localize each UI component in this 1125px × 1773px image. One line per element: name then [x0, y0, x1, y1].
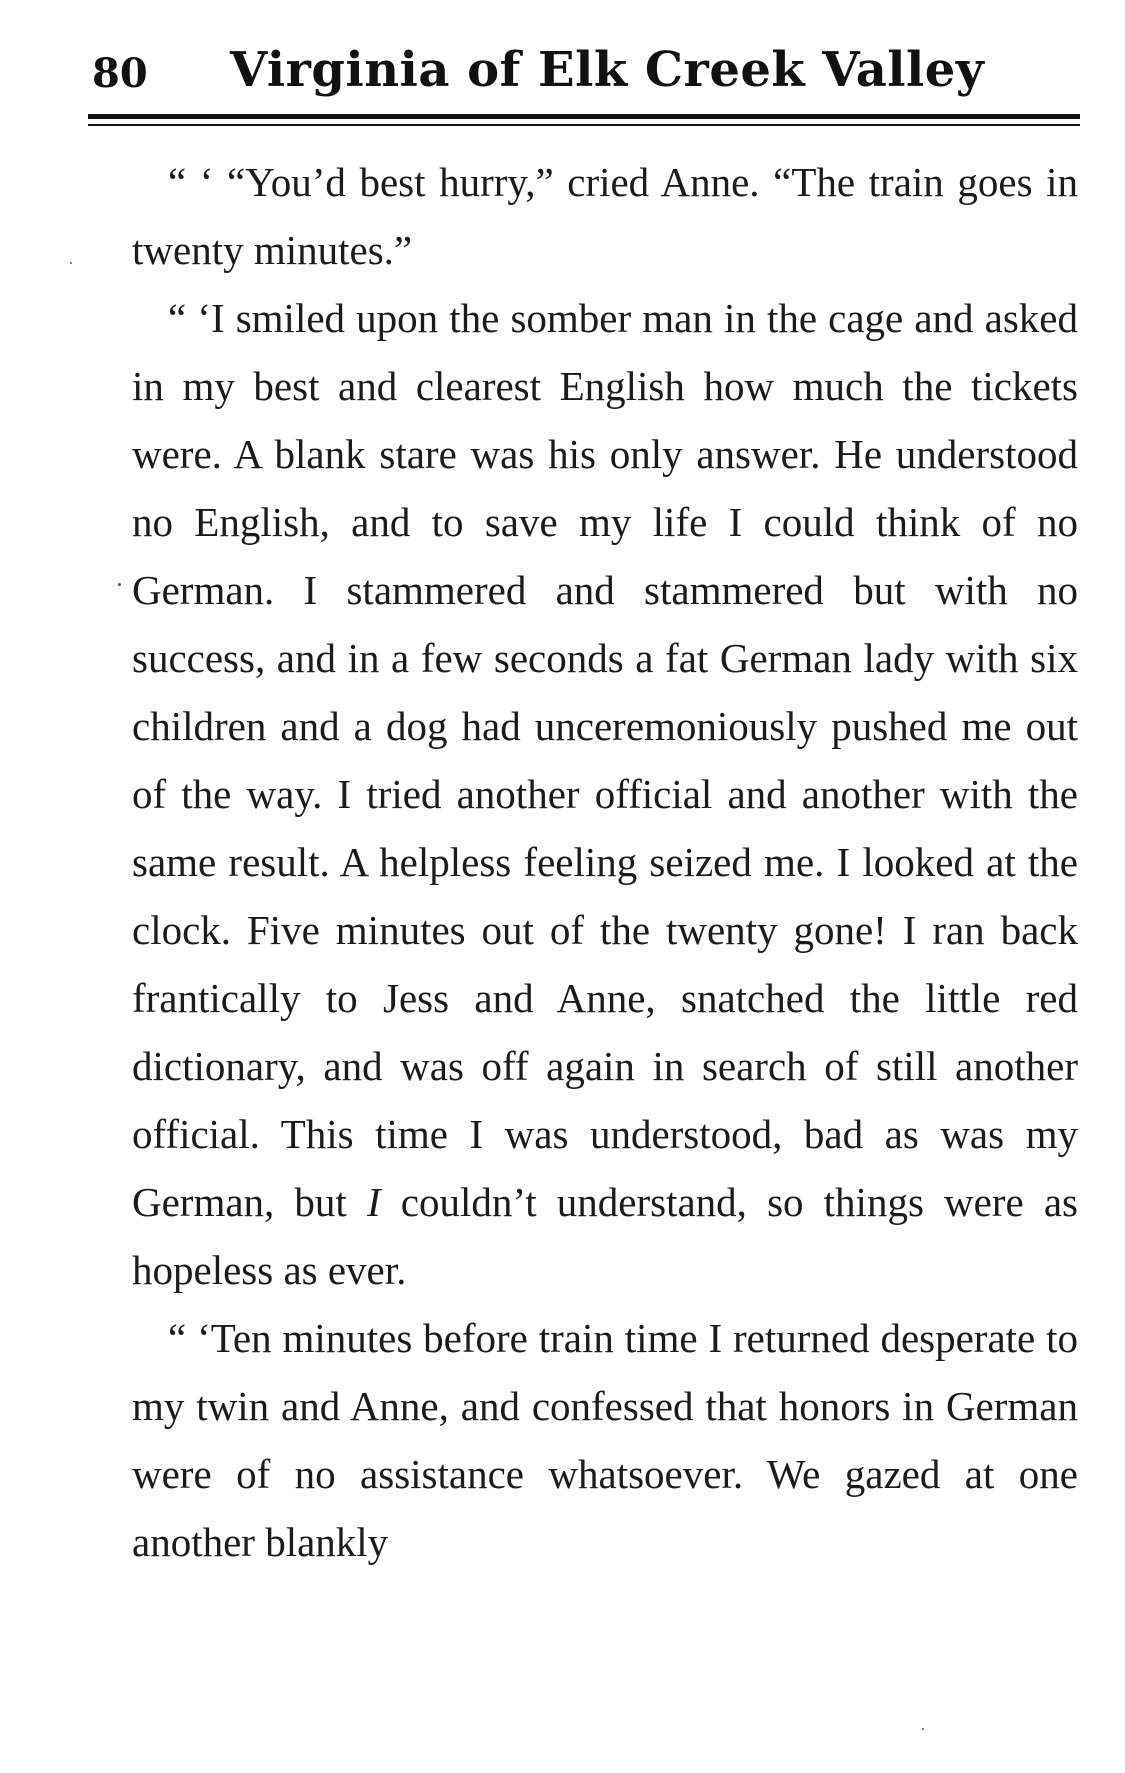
ink-speck	[70, 262, 72, 264]
paragraph-2	[132, 284, 1078, 1304]
paragraph-2-text-b: couldn’t understand, so things were as hopeless as ever.	[132, 1179, 1078, 1293]
header-rule-thin	[88, 124, 1080, 126]
ink-speck	[118, 583, 121, 586]
ink-speck	[922, 1728, 924, 1730]
paragraph-2-italic-word: I	[366, 1179, 381, 1225]
paragraph-2-text-a: “ ‘I smiled upon the somber man in the cage and asked in my best and clearest English how much the tickets were. A blank stare was his only answer. He understood no English, and to save my life I could think of no German. I stammered and stammered but with no success, and in a few seconds a fat German lady with six children and a dog had unceremoniously pushed me out of the way. I tried another official and another with the same result. A helpless feeling seized me. I looked at the clock. Five minutes out of the twenty gone! I ran back frantically to Jess and Anne, snatched the little red dictionary, and was off again in search of still another official. This time I was understood, bad as was my German, but	[132, 295, 1078, 1225]
page-number: 80	[92, 50, 148, 97]
body-text	[132, 148, 1078, 1576]
paragraph-3: “ ‘Ten minutes before train time I returned desperate to my twin and Anne, and confessed that honors in German were of no assistance whatsoever. We gazed at one another blankly	[132, 1315, 1078, 1565]
paragraph-1: “ ‘ “You’d best hurry,” cried Anne. “The train goes in twenty minutes.”	[132, 159, 1078, 273]
running-title: Virginia of Elk Creek Valley	[230, 42, 985, 98]
running-head	[92, 40, 1072, 110]
header-rule-thick	[88, 114, 1080, 119]
